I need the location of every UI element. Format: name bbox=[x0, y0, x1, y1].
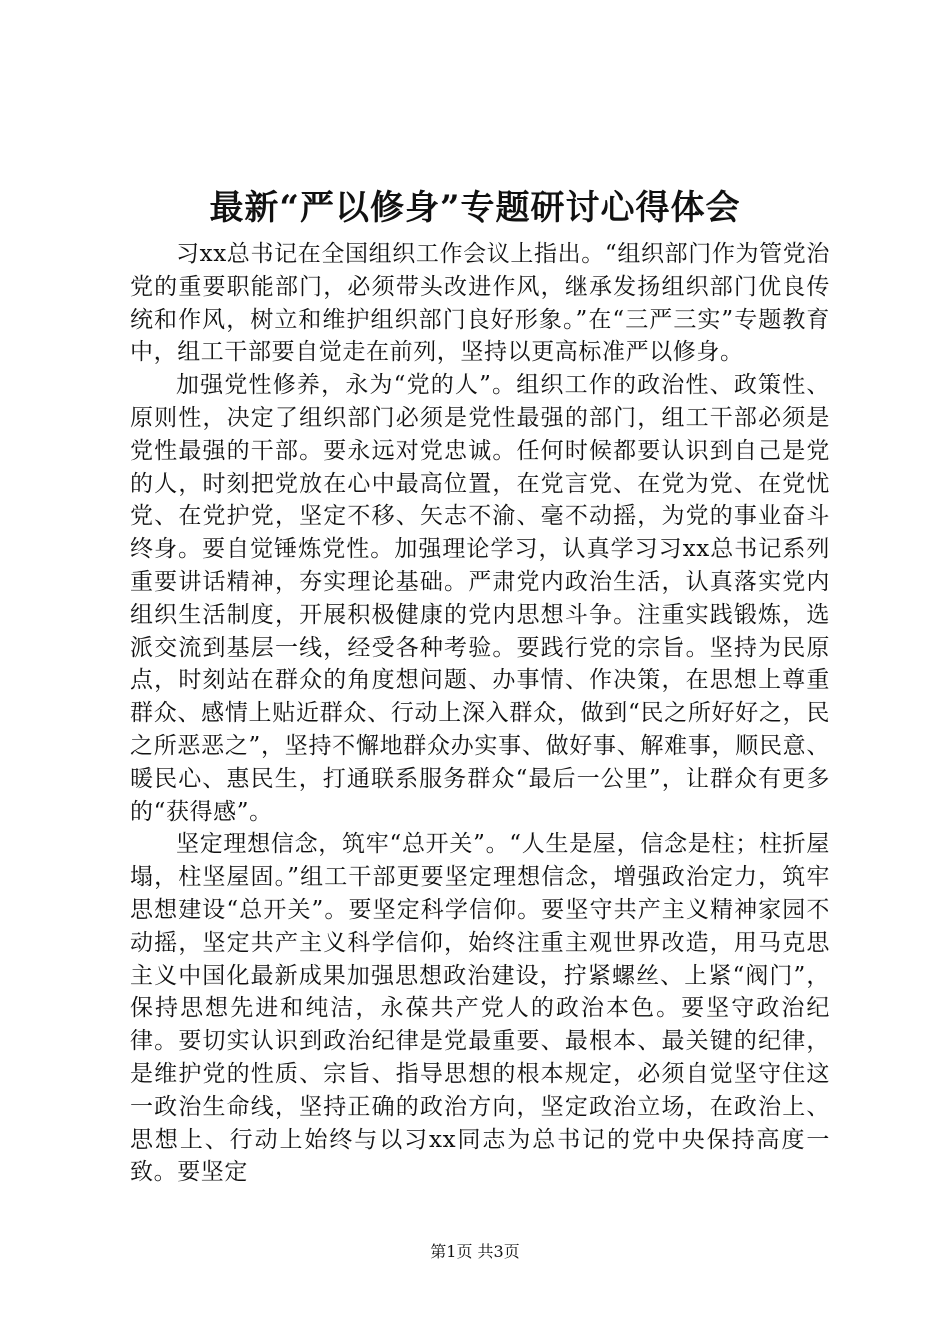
document-body bbox=[130, 238, 830, 1189]
document-title: 最新“严以修身”专题研讨心得体会 bbox=[209, 188, 741, 228]
page-footer: 第1页 共3页 bbox=[430, 1242, 520, 1261]
paragraph-2: 加强党性修养，永为“党的人”。组织工作的政治性、政策性、原则性，决定了组织部门必须是党性最强的部门，组工干部必须是党性最强的干部。要永远对党忠诚。任何时候都要认识到自己是党的人，时刻把党放在心中最高位置，在党言党、在党为党、在党忧党、在党护党，坚定不移、矢志不渝、毫不动摇，为党的事业奋斗终身。要自觉锤炼党性。加强理论学习，认真学习习xx总书记系列重要讲话精神，夯实理论基础。严肃党内政治生活，认真落实党内组织生活制度，开展积极健康的党内思想斗争。注重实践锻炼，选派交流到基层一线，经受各种考验。要践行党的宗旨。坚持为民原点，时刻站在群众的角度想问题、办事情、作决策，在思想上尊重群众、感情上贴近群众、行动上深入群众，做到“民之所好好之，民之所恶恶之”，坚持不懈地群众办实事、做好事、解难事，顺民意、暖民心、惠民生，打通联系服务群众“最后一公里”，让群众有更多的“获得感”。 bbox=[130, 372, 830, 825]
paragraph-1: 习xx总书记在全国组织工作会议上指出。“组织部门作为管党治党的重要职能部门，必须带头改进作风，继承发扬组织部门优良传统和作风，树立和维护组织部门良好形象。”在“三严三实”专题教育中，组工干部要自觉走在前列，坚持以更高标准严以修身。 bbox=[130, 241, 830, 366]
paragraph-3: 坚定理想信念，筑牢“总开关”。“人生是屋，信念是柱；柱折屋塌，柱坚屋固。”组工干部更要坚定理想信念，增强政治定力，筑牢思想建设“总开关”。要坚定科学信仰。要坚守共产主义精神家园不动摇，坚定共产主义科学信仰，始终注重主观世界改造，用马克思主义中国化最新成果加强思想政治建设，拧紧螺丝、上紧“阀门”，保持思想先进和纯洁，永葆共产党人的政治本色。要坚守政治纪律。要切实认识到政治纪律是党最重要、最根本、最关键的纪律，是维护党的性质、宗旨、指导思想的根本规定，必须自觉坚守住这一政治生命线，坚持正确的政治方向，坚定政治立场，在政治上、思想上、行动上始终与以习xx同志为总书记的党中央保持高度一致。要坚定 bbox=[130, 831, 830, 1186]
